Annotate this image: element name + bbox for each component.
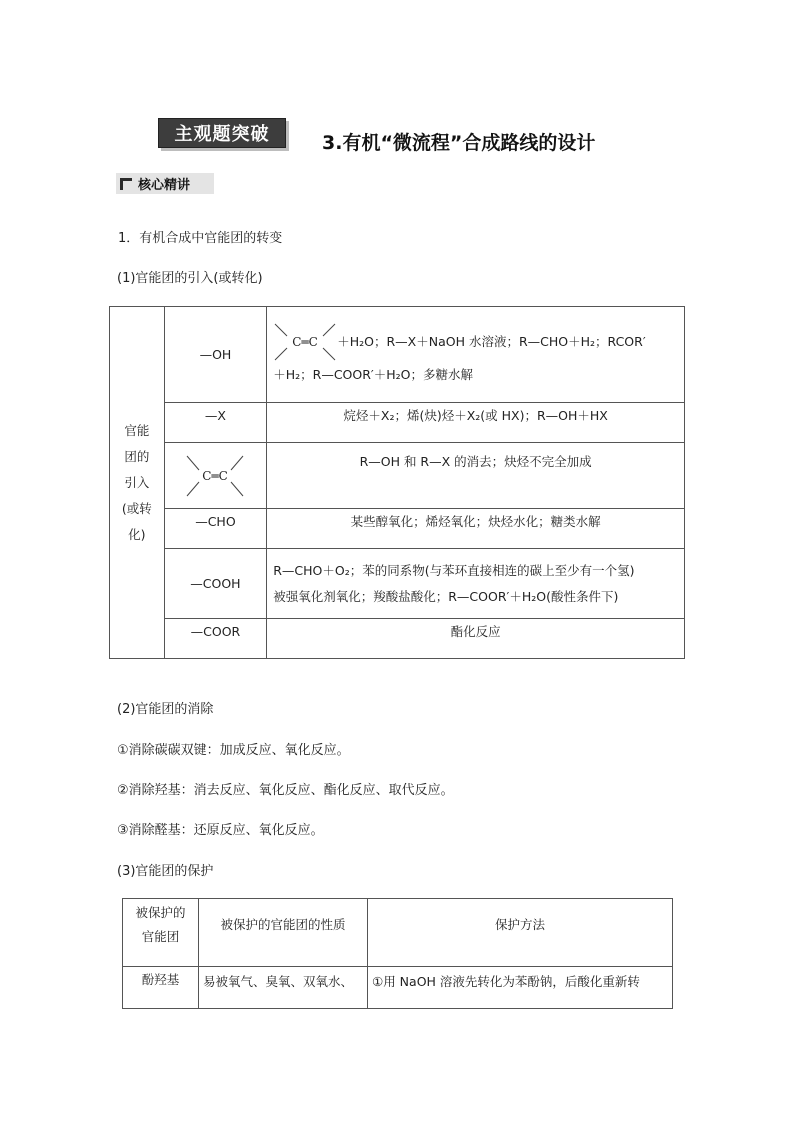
group-label-line: (或转 — [121, 500, 152, 516]
subheading-introduction: (1)官能团的引入(或转化) — [117, 271, 263, 286]
subheading-elimination: (2)官能团的消除 — [117, 702, 214, 717]
header-protected-group — [123, 899, 199, 967]
header-line: 官能团 — [141, 929, 180, 944]
functional-group-protection-table — [122, 898, 673, 1009]
point-heading: 1．有机合成中官能团的转变 — [118, 231, 283, 246]
functional-group-cell: —COOR — [164, 619, 267, 659]
methods-text: ＋H₂O；R—X＋NaOH 水溶液；R—CHO＋H₂；RCOR′ — [337, 333, 646, 349]
badge-label: 主观题突破 — [174, 124, 270, 145]
methods-cell: 酯化反应 — [267, 619, 685, 659]
methods-cell: 某些醇氧化；烯烃氧化；炔烃水化；糖类水解 — [267, 509, 685, 549]
table-row — [110, 549, 685, 619]
methods-text: ＋H₂；R—COOR′＋H₂O；多糖水解 — [273, 366, 474, 382]
table-row — [110, 509, 685, 549]
group-label-line: 官能 — [124, 422, 150, 438]
header-method: 保护方法 — [368, 899, 673, 967]
table-row — [123, 967, 673, 1009]
methods-cell — [267, 549, 685, 619]
elimination-item: ②消除羟基：消去反应、氧化反应、酯化反应、取代反应。 — [117, 783, 454, 798]
group-label-line: 引入 — [124, 474, 150, 490]
alkene-structure-icon — [183, 454, 247, 498]
group-label-line: 团的 — [124, 448, 150, 464]
table-row — [110, 403, 685, 443]
functional-group-cell — [164, 443, 267, 509]
alkene-label: C═C — [292, 334, 319, 349]
section-square-icon — [120, 178, 132, 190]
alkene-structure-icon — [273, 322, 337, 362]
functional-group-cell: —COOH — [164, 549, 267, 619]
method-cell: ①用 NaOH 溶液先转化为苯酚钠，后酸化重新转 — [368, 967, 673, 1009]
functional-group-cell: —CHO — [164, 509, 267, 549]
alkene-label: C═C — [202, 468, 229, 483]
methods-text: 被强氧化剂氧化；羧酸盐酸化；R—COOR′＋H₂O(酸性条件下) — [273, 588, 619, 604]
section-heading-label: 核心精讲 — [138, 178, 191, 193]
section-badge — [158, 118, 286, 148]
section-heading — [116, 173, 214, 194]
methods-cell: R—OH 和 R—X 的消去；炔烃不完全加成 — [267, 443, 685, 509]
elimination-item: ③消除醛基：还原反应、氧化反应。 — [117, 823, 324, 838]
page-title: 3.有机“微流程”合成路线的设计 — [322, 132, 596, 154]
functional-group-introduction-table — [109, 306, 685, 659]
header-property: 被保护的官能团的性质 — [199, 899, 368, 967]
table-header-row — [123, 899, 673, 967]
property-cell: 易被氧气、臭氧、双氧水、 — [199, 967, 368, 1009]
methods-text: R—CHO＋O₂；苯的同系物(与苯环直接相连的碳上至少有一个氢) — [273, 562, 635, 578]
table-row — [110, 619, 685, 659]
header-line: 被保护的 — [135, 905, 186, 920]
table-row — [110, 307, 685, 403]
table-row — [110, 443, 685, 509]
group-label-line: 化) — [128, 526, 146, 542]
group-label-cell — [110, 307, 165, 659]
subheading-protection: (3)官能团的保护 — [117, 864, 214, 879]
methods-cell — [267, 307, 685, 403]
functional-group-cell: —OH — [164, 307, 267, 403]
protected-group-cell: 酚羟基 — [123, 967, 199, 1009]
methods-cell: 烷烃＋X₂；烯(炔)烃＋X₂(或 HX)；R—OH＋HX — [267, 403, 685, 443]
elimination-item: ①消除碳碳双键：加成反应、氧化反应。 — [117, 743, 350, 758]
functional-group-cell: —X — [164, 403, 267, 443]
